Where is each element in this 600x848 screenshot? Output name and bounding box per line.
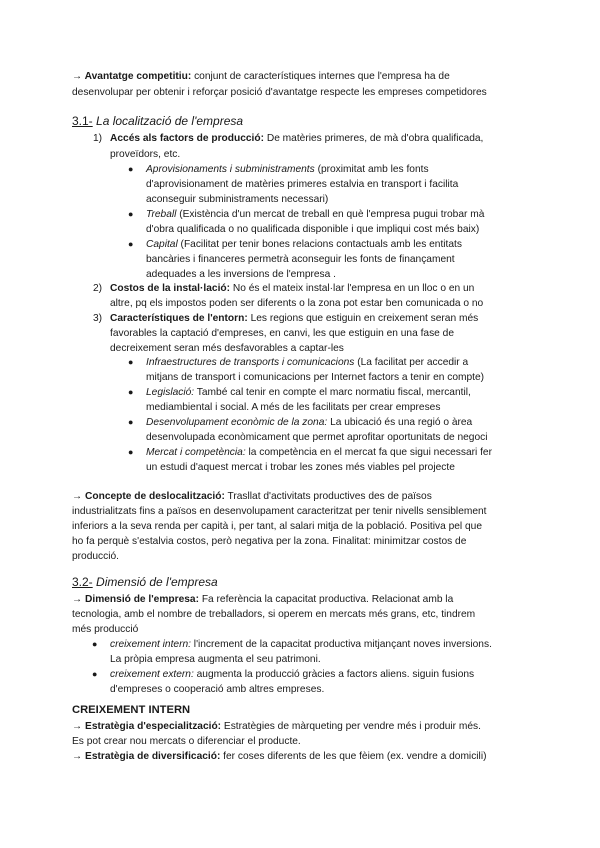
bullet-icon: ●: [128, 164, 134, 174]
especialitzacio-line-2: Es pot crear nou mercats o diferenciar el producte.: [72, 736, 301, 747]
sub-3-2-line-1: Legislació: També cal tenir en compte el marc normatiu fiscal, mercantil,: [146, 387, 471, 398]
bullet-icon: ●: [128, 447, 134, 457]
deslo-line-5: producció.: [72, 551, 120, 562]
diversificacio-line-1: → Estratègia de diversificació: fer coses diferents de les que fèiem (ex. vendre a domicili): [72, 751, 487, 762]
sub-1-3-line-3: adequades a les inversions de l'empresa .: [146, 269, 336, 280]
dim-sub-1-line-2: La pròpia empresa augmenta el seu patrimoni.: [110, 654, 321, 665]
intro-line-1: → Avantatge competitiu: conjunt de característiques internes que l'empresa ha de: [72, 71, 450, 82]
sub-1-2-line-2: d'obra qualificada o no qualificada disponible i que impliqui cost més baix): [146, 224, 480, 235]
sub-1-1-line-2: d'aprovisionament de matèries primeres estalvia en transport i facilita: [146, 179, 459, 190]
list-number-3: 3): [93, 313, 103, 324]
item-1-line-2: proveïdors, etc.: [110, 149, 181, 160]
bullet-icon: ●: [92, 669, 98, 679]
intro-term: → Avantatge competitiu:: [72, 71, 192, 82]
deslo-line-1: → Concepte de deslocalització: Trasllat d'activitats productives des de països: [72, 491, 432, 502]
sub-3-4-line-1: Mercat i competència: la competència en el mercat fa que sigui necessari fer: [146, 447, 492, 458]
sub-3-1-line-1: Infraestructures de transports i comunicacions (La facilitat per accedir a: [146, 357, 469, 368]
dim-sub-1-line-1: creixement intern: l'increment de la capacitat productiva mitjançant noves inversions.: [110, 639, 492, 650]
dim-line-1: → Dimensió de l'empresa: Fa referència la capacitat productiva. Relacionat amb la: [72, 594, 454, 605]
deslo-line-3: inferiors a la seva renda per capità i, per tant, al salari mitja de la població. Positiva pel que: [72, 521, 482, 532]
section-3-2-heading: 3.2- Dimensió de l'empresa: [72, 575, 218, 589]
bullet-icon: ●: [128, 417, 134, 427]
item-3-line-1: Característiques de l'entorn: Les regions que estiguin en creixement seran més: [110, 313, 479, 324]
sub-1-2-line-1: Treball (Existència d'un mercat de treball en què l'empresa pugui trobar mà: [146, 209, 485, 220]
bullet-icon: ●: [128, 209, 134, 219]
sub-3-1-line-2: mitjans de transport i comunicacions per Internet factors a tenir en compte): [146, 372, 485, 383]
sub-1-1-line-1: Aprovisionaments i subministraments (proximitat amb les fonts: [146, 164, 429, 175]
item-3-line-3: decreixement seran més desfavorables a captar-les: [110, 343, 344, 354]
list-number-2: 2): [93, 283, 103, 294]
creixement-intern-heading: CREIXEMENT INTERN: [72, 704, 191, 716]
sub-3-4-line-2: un estudi d'aquest mercat i trobar les zones més viables pel projecte: [146, 462, 455, 473]
sub-1-1-line-3: aconseguir subministraments necessari): [146, 194, 329, 205]
bullet-icon: ●: [92, 639, 98, 649]
dim-sub-2-line-2: d'empreses o cooperació amb altres empreses.: [110, 684, 325, 695]
sub-1-3-line-1: Capital (Facilitat per tenir bones relacions contactuals amb les entitats: [146, 239, 462, 250]
sub-3-3-line-1: Desenvolupament econòmic de la zona: La ubicació és una regió o àrea: [146, 417, 473, 428]
sub-1-3-line-2: bancàries i financeres permetrà aconseguir les fonts de finançament: [146, 254, 455, 265]
item-3-line-2: favorables la captació d'empreses, en canvi, les que estiguin en una fase de: [110, 328, 455, 339]
bullet-icon: ●: [128, 387, 134, 397]
especialitzacio-line-1: → Estratègia d'especialització: Estratègies de màrqueting per vendre més i produir més.: [72, 721, 481, 732]
bullet-icon: ●: [128, 357, 134, 367]
dim-line-3: més producció: [72, 624, 139, 635]
dim-sub-2-line-1: creixement extern: augmenta la producció gràcies a factors aliens. siguin fusions: [110, 669, 475, 680]
section-3-1-heading: 3.1- La localització de l'empresa: [72, 114, 244, 128]
item-2-line-1: Costos de la instal·lació: No és el mateix instal·lar l'empresa en un lloc o en un: [110, 283, 475, 294]
sub-3-2-line-2: mediambiental i social. A més de les facilitats per crear empreses: [146, 402, 441, 413]
dim-line-2: tecnologia, amb el nombre de treballadors, si operem en mercats més grans, etc, tindrem: [72, 609, 476, 620]
sub-3-3-line-2: desenvolupada econòmicament que permet aprofitar oportunitats de negoci: [146, 432, 488, 443]
intro-line-2: desenvolupar per obtenir i reforçar posició d'avantatge respecte les empreses competidores: [72, 87, 487, 98]
item-2-line-2: altre, pq els impostos poden ser diferents o la zona pot estar ben comunicada o no: [110, 298, 484, 309]
deslo-line-4: ho fa perquè s'estalvia costos, però negativa per la zona. Finalitat: minimitzar costos de: [72, 536, 467, 547]
bullet-icon: ●: [128, 239, 134, 249]
item-1-line-1: Accés als factors de producció: De matèries primeres, de mà d'obra qualificada,: [110, 133, 484, 144]
list-number-1: 1): [93, 133, 103, 144]
deslo-line-2: industrialitzats fins a països en desenvolupament caracteritzat per tenir nivells sensiblement: [72, 506, 487, 517]
